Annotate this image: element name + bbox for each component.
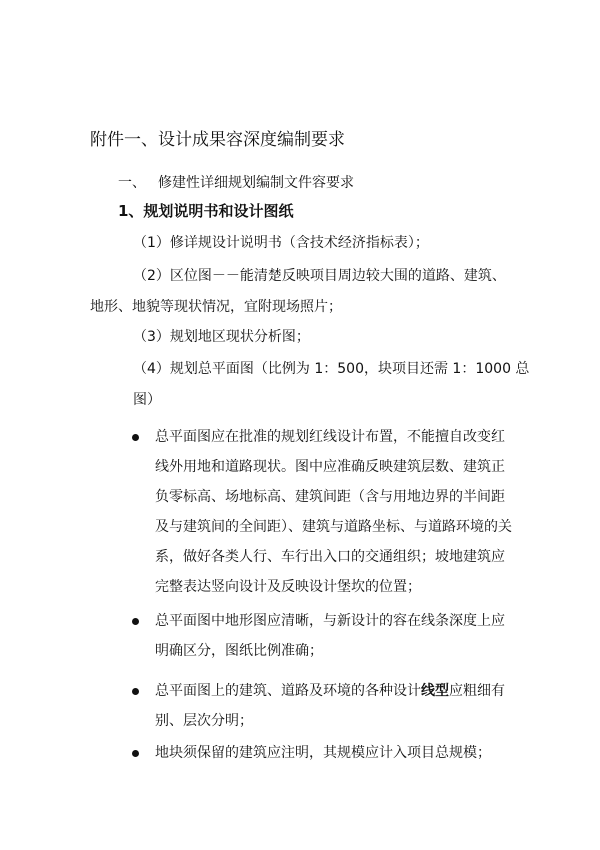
- bullet-1-line-4: 及与建筑间的全间距）、建筑与道路坐标、与道路环境的关: [155, 519, 512, 535]
- bullet-1-line-2: 线外用地和道路现状。图中应准确反映建筑层数、建筑正: [155, 459, 505, 475]
- item-2-line-2: 地形、地貌等现状情况，宜附现场照片；: [90, 299, 342, 315]
- bullet-item-4: [132, 738, 522, 770]
- section-label: 修建性详细规划编制文件容要求: [158, 175, 354, 191]
- bullet-2-line-1: 总平面图中地形图应清晰，与新设计的容在线条深度上应: [155, 613, 505, 629]
- bullet-1-line-6: 完整表达竖向设计及反映设计堡坎的位置；: [155, 579, 421, 595]
- item-3-line-1: （3）规划地区现状分析图；: [133, 329, 310, 345]
- bullet-dot-icon: [132, 750, 139, 757]
- section-number: 一、: [118, 175, 146, 191]
- bullet-3-text-bold: 线型: [421, 683, 449, 699]
- page-title: 附件一、设计成果容深度编制要求: [90, 130, 345, 150]
- section-heading: [118, 172, 354, 194]
- item-4-line-1: （4）规划总平面图（比例为 1：500，块项目还需 1：1000 总: [133, 361, 530, 377]
- bullet-3-text-post: 应粗细有: [449, 683, 505, 699]
- item-4-line-2: 图）: [133, 392, 161, 408]
- bullet-3-text-pre: 总平面图上的建筑、道路及环境的各种设计: [155, 683, 421, 699]
- bullet-1-line-1: 总平面图应在批准的规划红线设计布置，不能擅自改变红: [155, 429, 505, 445]
- bullet-dot-icon: [132, 688, 139, 695]
- bullet-item-1: [132, 422, 522, 612]
- bullet-dot-icon: [132, 434, 139, 441]
- bullet-3-line-2: 别、层次分明；: [155, 713, 253, 729]
- bullet-3-line-1: [155, 676, 505, 706]
- item-2-line-1: （2）区位图－－能清楚反映项目周边较大围的道路、建筑、: [133, 268, 506, 284]
- bullet-item-2: [132, 606, 522, 668]
- bullet-1-line-5: 系，做好各类人行、车行出入口的交通组织；坡地建筑应: [155, 549, 505, 565]
- bullet-item-3: [132, 676, 522, 738]
- bullet-dot-icon: [132, 618, 139, 625]
- subheading: 1、规划说明书和设计图纸: [118, 202, 294, 220]
- item-1-line-1: （1）修详规设计说明书（含技术经济指标表）；: [133, 235, 429, 251]
- bullet-1-line-3: 负零标高、场地标高、建筑间距（含与用地边界的半间距: [155, 489, 505, 505]
- bullet-4-line-1: 地块须保留的建筑应注明，其规模应计入项目总规模；: [155, 745, 491, 761]
- bullet-2-line-2: 明确区分，图纸比例准确；: [155, 643, 323, 659]
